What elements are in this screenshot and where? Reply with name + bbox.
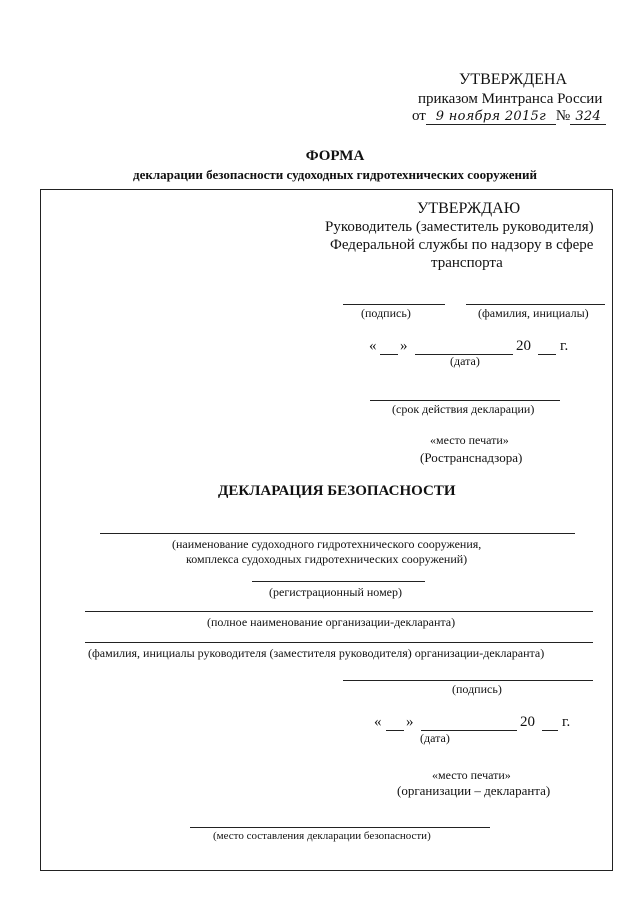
structure-name-line bbox=[100, 533, 575, 534]
reg-number-line bbox=[252, 581, 425, 582]
approval-date-close-quote: » bbox=[400, 338, 408, 354]
approver-name-caption: (фамилия, инициалы) bbox=[478, 306, 589, 320]
approved-by-order: приказом Минтранса России bbox=[418, 91, 603, 107]
declaration-title: ДЕКЛАРАЦИЯ БЕЗОПАСНОСТИ bbox=[218, 483, 456, 499]
declarant-seal-caption-1: «место печати» bbox=[432, 768, 511, 782]
approval-date-caption: (дата) bbox=[450, 354, 480, 368]
structure-name-caption-2: комплекса судоходных гидротехнических сооружений) bbox=[186, 552, 468, 566]
approver-name-line bbox=[466, 304, 605, 305]
declarant-day-line bbox=[386, 730, 404, 731]
org-name-line bbox=[85, 611, 593, 612]
declarant-year-line bbox=[542, 730, 558, 731]
place-line bbox=[190, 827, 490, 828]
place-caption: (место составления декларации безопасности) bbox=[213, 830, 431, 842]
approver-line-2: Федеральной службы по надзору в сфере bbox=[330, 237, 594, 253]
approval-day-line bbox=[380, 354, 398, 355]
form-frame bbox=[40, 189, 613, 871]
approval-date-g: г. bbox=[560, 338, 569, 354]
declarant-signature-caption: (подпись) bbox=[452, 682, 502, 696]
head-name-line bbox=[85, 642, 593, 643]
validity-line bbox=[370, 400, 560, 401]
approve-heading: УТВЕРЖДАЮ bbox=[417, 200, 521, 217]
validity-caption: (срок действия декларации) bbox=[392, 402, 535, 416]
order-date-row bbox=[412, 108, 606, 125]
order-number-handwritten: 324 bbox=[570, 109, 606, 125]
order-date-handwritten: 9 ноября 2015г bbox=[426, 109, 556, 125]
structure-name-caption-1: (наименование судоходного гидротехнического сооружения, bbox=[172, 537, 482, 551]
form-title: ФОРМА bbox=[305, 148, 365, 164]
number-prefix: № bbox=[555, 108, 571, 124]
approver-line-1: Руководитель (заместитель руководителя) bbox=[325, 219, 594, 235]
reg-number-caption: (регистрационный номер) bbox=[269, 585, 402, 599]
head-name-caption: (фамилия, инициалы руководителя (заместителя руководителя) организации-декларанта) bbox=[88, 646, 545, 660]
approver-signature-caption: (подпись) bbox=[361, 306, 411, 320]
approver-signature-line bbox=[343, 304, 445, 305]
seal-caption-1: «место печати» bbox=[430, 433, 509, 447]
declarant-signature-line bbox=[343, 680, 593, 681]
declarant-date-year: 20 bbox=[520, 714, 535, 730]
declarant-date-open-quote: « bbox=[374, 714, 382, 730]
declarant-date-caption: (дата) bbox=[420, 731, 450, 745]
from-prefix: от bbox=[412, 108, 426, 124]
approval-date-open-quote: « bbox=[369, 338, 377, 354]
declarant-date-close-quote: » bbox=[406, 714, 414, 730]
approval-date-year: 20 bbox=[516, 338, 531, 354]
approved-heading: УТВЕРЖДЕНА bbox=[459, 71, 568, 88]
form-subtitle: декларации безопасности судоходных гидротехнических сооружений bbox=[133, 167, 537, 182]
seal-caption-2: (Ространснадзора) bbox=[420, 450, 523, 465]
approver-line-3: транспорта bbox=[431, 255, 503, 271]
declarant-date-g: г. bbox=[562, 714, 571, 730]
approval-year-line bbox=[538, 354, 556, 355]
org-name-caption: (полное наименование организации-декларанта) bbox=[207, 615, 456, 629]
declarant-seal-caption-2: (организации – декларанта) bbox=[397, 783, 551, 798]
